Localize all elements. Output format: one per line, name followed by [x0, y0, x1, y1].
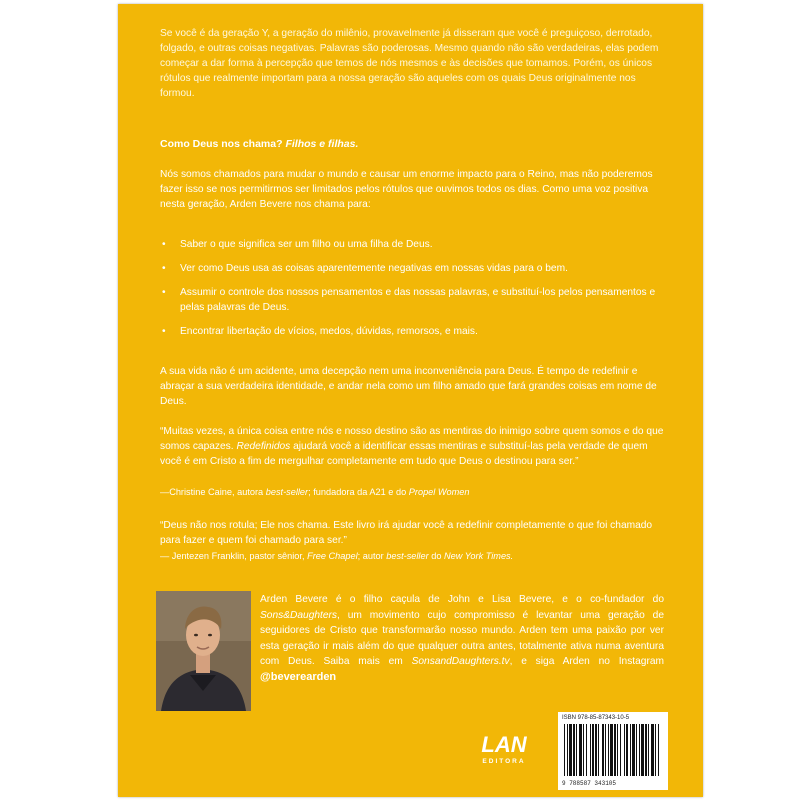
- barcode-icon: [562, 724, 664, 778]
- identity-paragraph: A sua vida não é um acidente, uma decepção nem uma inconveniência para Deus. É tempo de redefinir e abraçar a sua verdadeira identidade, e andar nela como um filho amado que fará grandes coisas em nome de Deus.: [160, 366, 657, 407]
- list-item: • Saber o que significa ser um filho ou uma filha de Deus.: [160, 237, 665, 252]
- barcode-bar: [610, 724, 613, 776]
- attribution-text: —Christine Caine, autora: [160, 487, 264, 497]
- barcode-label: [558, 712, 668, 790]
- book-back-cover: [118, 4, 703, 797]
- attribution-text: best-seller: [386, 551, 429, 561]
- calling-paragraph: Nós somos chamados para mudar o mundo e causar um enorme impacto para o Reino, mas não poderemos fazer isso se nos permitirmos ser limitados pelos rótulos que ouvimos todos os dias. Como uma voz positiva nesta geração, Arden Bevere nos chama para:: [160, 169, 653, 210]
- isbn-text: ISBN 978-85-87343-10-5: [562, 715, 630, 721]
- endorsement-attribution-2: [160, 550, 513, 563]
- instagram-handle: @beverearden: [260, 670, 337, 683]
- attribution-text: Free Chapel: [307, 551, 358, 561]
- barcode-bar: [598, 724, 599, 776]
- barcode-bar: [630, 724, 631, 776]
- barcode-bar: [583, 724, 584, 776]
- barcode-bar: [592, 724, 594, 776]
- barcode-bar: [617, 724, 618, 776]
- endorsement-quote-1: [160, 424, 665, 469]
- barcode-bar: [605, 724, 606, 776]
- list-item: • Encontrar libertação de vícios, medos, dúvidas, remorsos, e mais.: [160, 324, 665, 339]
- barcode-bar: [569, 724, 572, 776]
- barcode-bar: [648, 724, 649, 776]
- bio-text: , e siga Arden no Instagram: [509, 656, 665, 667]
- bio-org: Sons&Daughters: [260, 609, 338, 621]
- barcode-number: 9 788587 343105: [562, 780, 617, 787]
- intro-paragraph: Se você é da geração Y, a geração do milênio, provavelmente já disseram que você é preguiçoso, derrotado, folgado, e outras coisas negativas. Palavras são poderosas. Mesmo quando não são verdadeiras, elas podem começar a dar forma à percepção que temos de nós mesmos e às decisões que tomamos. Porém, os únicos rótulos que realmente importam para a nossa geração são aqueles com os quais Deus originalmente nos formou.: [160, 28, 659, 99]
- quote-text: “Muitas vezes, a única coisa entre nós e nosso destino são as mentiras do inimigo sobre quem somos e do que somos capazes.: [160, 426, 664, 452]
- publisher-logo: [471, 730, 537, 766]
- book-title: Redefinidos: [236, 441, 291, 452]
- barcode-bar: [564, 724, 565, 776]
- barcode-bar: [636, 724, 637, 776]
- publisher-subtitle: EDITORA: [482, 758, 526, 765]
- bio-website: SonsandDaughters.tv: [411, 656, 510, 667]
- attribution-text: Propel Women: [408, 487, 470, 497]
- barcode-bar: [573, 724, 575, 776]
- bio-text: , um movimento cujo compromisso é levantar uma geração de seguidores de Cristo que transformarão nosso mundo. Arden tem uma paixão por ver esta geração ir mais além do que qualquer outra antes, totalmente ativa numa aventura com Deus. Saiba mais em: [260, 609, 664, 667]
- attribution-text: do: [431, 551, 442, 561]
- barcode-bar: [641, 724, 644, 776]
- barcode-bar: [651, 724, 654, 776]
- attribution-text: ; autor: [357, 551, 384, 561]
- barcode-bar: [632, 724, 635, 776]
- barcode-bar: [608, 724, 609, 776]
- bio-text: Arden Bevere é o filho caçula de John e Lisa Bevere, e o co-fundador do: [260, 594, 664, 605]
- bullet-list: [160, 237, 665, 348]
- list-item: • Assumir o controle dos nossos pensamentos e das nossas palavras, e substituí-los pelos pensamentos e pelas palavras de Deus.: [160, 285, 665, 315]
- barcode-bar: [602, 724, 604, 776]
- barcode-bar: [579, 724, 582, 776]
- endorsement-attribution-1: [160, 486, 470, 499]
- barcode-bar: [576, 724, 577, 776]
- list-item: • Ver como Deus usa as coisas aparentemente negativas em nossas vidas para o bem.: [160, 261, 665, 276]
- section-heading: [160, 138, 358, 150]
- publisher-name: LAN: [481, 732, 527, 757]
- publisher-logo-icon: [471, 730, 537, 766]
- author-bio: [260, 592, 664, 685]
- barcode-bar: [620, 724, 621, 776]
- barcode-bar: [645, 724, 647, 776]
- barcode-bar: [626, 724, 628, 776]
- heading-answer: Filhos e filhas.: [285, 138, 359, 150]
- author-portrait-icon: [156, 591, 251, 711]
- attribution-text: New York Times.: [444, 551, 514, 561]
- barcode-bar: [614, 724, 616, 776]
- author-photo: [156, 591, 251, 711]
- quote-text: ajudará você a identificar essas mentiras e substituí-las pela verdade de quem você é em Cristo a fim de mergulhar completamente em tudo que Deus o destinou para ser.”: [160, 441, 648, 467]
- barcode-bar: [595, 724, 597, 776]
- heading-question: Como Deus nos chama?: [160, 138, 283, 150]
- barcode-bar: [590, 724, 591, 776]
- barcode-bar: [639, 724, 640, 776]
- barcode-bar: [655, 724, 656, 776]
- barcode-bar: [658, 724, 659, 776]
- barcode-bar: [567, 724, 568, 776]
- endorsement-quote-2: “Deus não nos rotula; Ele nos chama. Este livro irá ajudar você a redefinir completamente o que foi chamado para fazer e quem foi chamado para ser.”: [160, 520, 653, 546]
- attribution-text: ; fundadora da A21 e do: [308, 487, 407, 497]
- barcode-bar: [586, 724, 587, 776]
- attribution-text: — Jentezen Franklin, pastor sênior,: [160, 551, 305, 561]
- attribution-text: best-seller: [265, 487, 309, 497]
- barcode-bar: [624, 724, 625, 776]
